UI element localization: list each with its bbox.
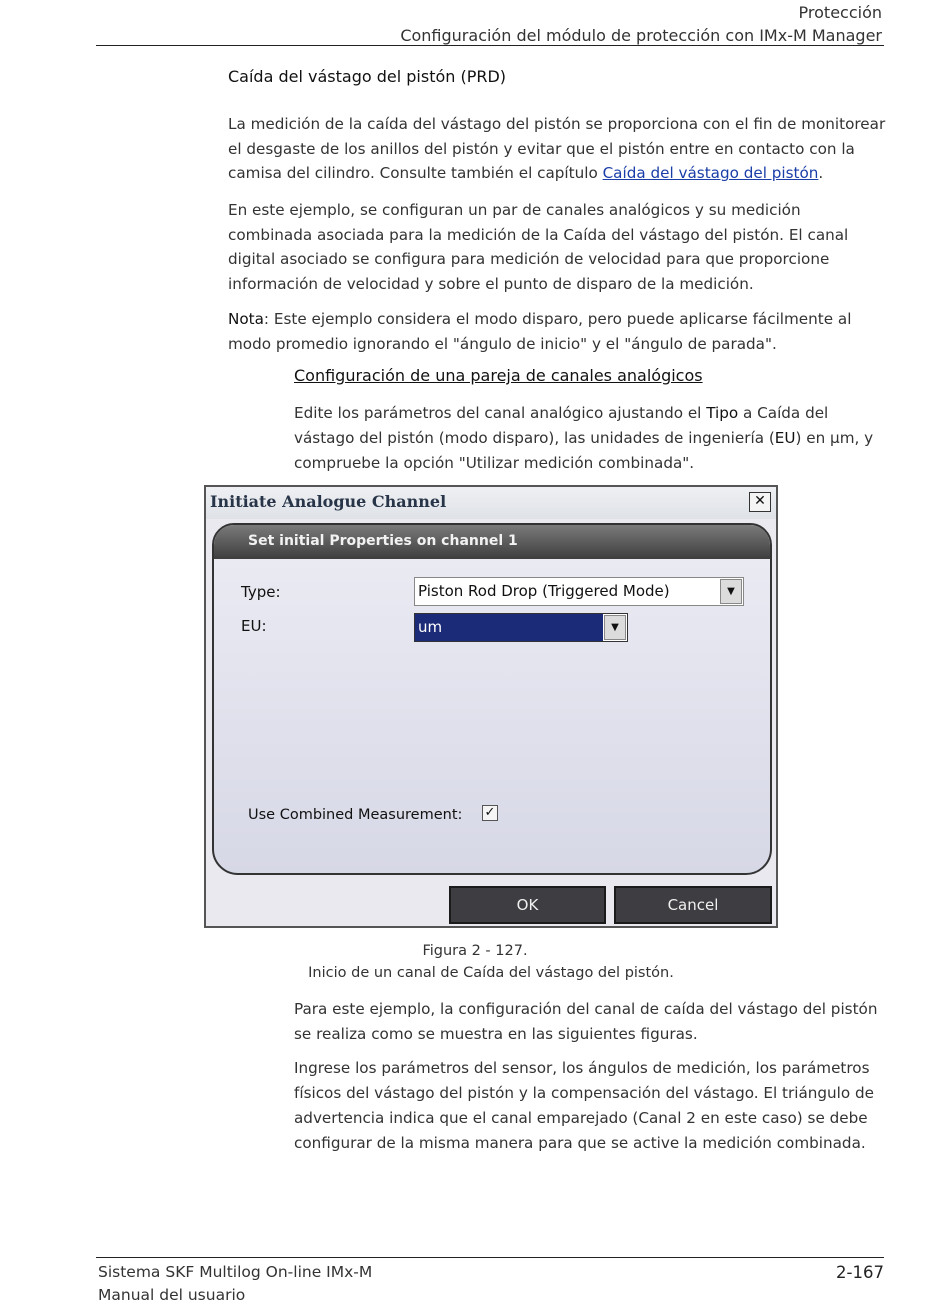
panel-header	[214, 525, 770, 559]
paragraph-intro	[228, 112, 888, 186]
chevron-down-icon[interactable]: ▼	[720, 579, 742, 604]
type-label: Type:	[241, 583, 281, 601]
header-subsection: Configuración del módulo de protección con IMx-M Manager	[400, 26, 882, 45]
page-number: 2-167	[836, 1263, 884, 1282]
chevron-down-icon[interactable]: ▼	[604, 615, 626, 640]
type-select-value: Piston Rod Drop (Triggered Mode)	[418, 582, 670, 600]
footer-product: Sistema SKF Multilog On-line IMx-M	[98, 1263, 373, 1281]
paragraph-intro-text: La medición de la caída del vástago del pistón se proporciona con el fin de monitorear el desgaste de los anillos del pistón y evitar que el pistón entre en contacto con la camisa del cilindro. Consulte también el capítulo	[228, 115, 886, 183]
type-select[interactable]	[414, 577, 744, 606]
p4-part-e: ) en µm, y compruebe la opción "Utilizar medición combinada".	[294, 429, 874, 472]
footer-manual: Manual del usuario	[98, 1286, 246, 1304]
dialog-titlebar	[206, 487, 776, 519]
note-text: : Este ejemplo considera el modo disparo, pero puede aplicarse fácilmente al modo promedio ignorando el "ángulo de inicio" y el "ángulo de parada".	[228, 310, 852, 353]
p4-type-term: Tipo	[706, 404, 739, 422]
paragraph-sensor-params: Ingrese los parámetros del sensor, los ángulos de medición, los parámetros físicos del vástago del pistón y la compensación del vástago. El triángulo de advertencia indica que el canal emparejado (Canal 2 en este caso) se debe configurar de la misma manera para que se active la medición combinada.	[294, 1059, 875, 1152]
note-label: Nota	[228, 310, 264, 328]
eu-select[interactable]	[414, 613, 628, 642]
panel-title: Set initial Properties on channel 1	[248, 533, 518, 549]
eu-label: EU:	[241, 617, 267, 635]
chapter-link[interactable]: Caída del vástago del pistón	[602, 164, 819, 183]
combined-measurement-checkbox[interactable]: ✓	[482, 805, 498, 821]
paragraph-example: En este ejemplo, se configuran un par de canales analógicos y su medición combinada asociada para la medición de la Caída del vástago del pistón. El canal digital asociado se configura para medición de velocidad para que proporcione información de velocidad y sobre el punto de disparo de la medición.	[228, 201, 849, 293]
p4-part-a: Edite los parámetros del canal analógico ajustando el	[294, 404, 707, 422]
header-divider	[96, 45, 884, 46]
figure-caption: Inicio de un canal de Caída del vástago del pistón.	[308, 965, 674, 981]
close-icon[interactable]: ✕	[749, 492, 771, 512]
dialog-title: Initiate Analogue Channel	[210, 492, 447, 511]
paragraph-following-figures: Para este ejemplo, la configuración del canal de caída del vástago del pistón se realiza como se muestra en las siguientes figuras.	[294, 1000, 878, 1043]
paragraph-edit-params	[294, 401, 888, 476]
p4-part-c: a Caída del vástago del pistón (modo disparo), las unidades de ingeniería (	[294, 404, 829, 447]
cancel-button[interactable]: Cancel	[614, 886, 772, 924]
footer-divider	[96, 1257, 884, 1258]
p4-eu-term: EU	[774, 429, 796, 447]
eu-select-value: um	[415, 614, 603, 641]
initiate-analogue-channel-dialog	[204, 485, 778, 928]
subheading: Configuración de una pareja de canales analógicos	[294, 366, 703, 385]
paragraph-note	[228, 307, 888, 356]
header-section: Protección	[798, 3, 882, 22]
combined-measurement-label: Use Combined Measurement:	[248, 807, 463, 823]
properties-panel	[212, 523, 772, 875]
ok-button[interactable]: OK	[449, 886, 606, 924]
paragraph-intro-end: .	[818, 164, 824, 183]
section-title: Caída del vástago del pistón (PRD)	[228, 67, 507, 86]
figure-number: Figura 2 - 127.	[422, 943, 528, 959]
